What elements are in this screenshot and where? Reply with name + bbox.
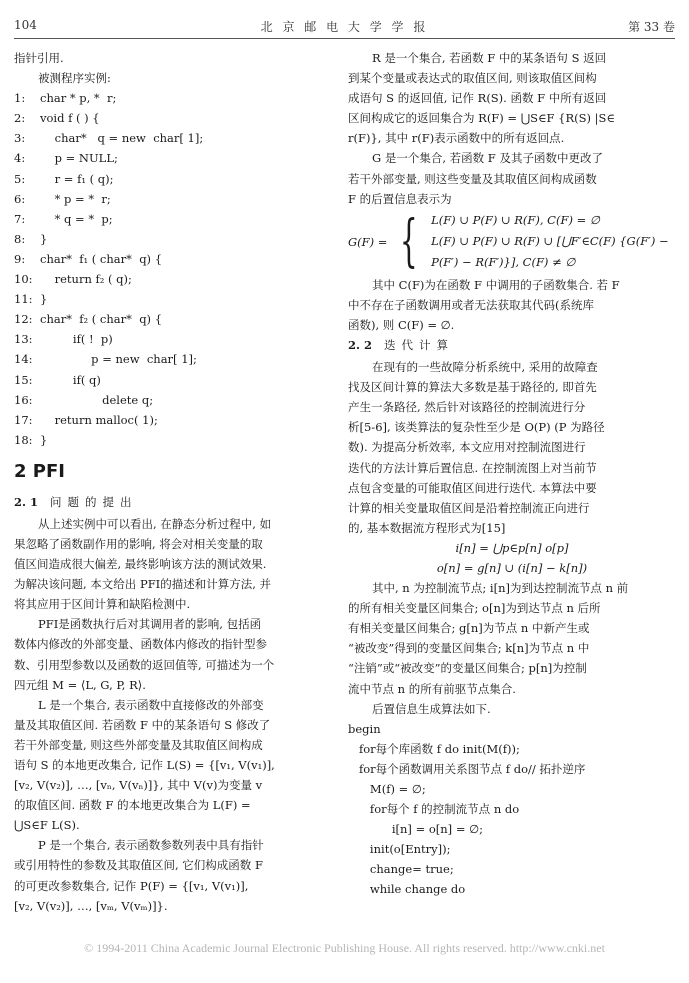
- dataflow-equation-in: i[n] = ⋃p∈p[n] o[p]: [455, 540, 569, 555]
- code-line: [14, 169, 332, 189]
- code-text: if( ! p): [40, 332, 113, 347]
- text-line: 点包含变量的可能取值区间进行迭代. 本算法中要: [348, 480, 597, 495]
- code-text: char* f₁ ( char* q) {: [40, 251, 163, 266]
- code-text: char * p, * r;: [40, 91, 117, 106]
- code-text: return malloc( 1);: [40, 412, 158, 427]
- code-line: [14, 410, 332, 430]
- algorithm-line: while change do: [348, 882, 466, 897]
- text-line: 从上述实例中可以看出, 在静态分析过程中, 如: [38, 516, 272, 531]
- algorithm-line: for每个函数调用关系图节点 f do// 拓扑逆序: [348, 761, 586, 776]
- text-line: 其中 C(F)为在函数 F 中调用的子函数集合. 若 F: [372, 277, 620, 292]
- equation-lhs: G(F) =: [348, 234, 388, 249]
- intro-line: 指针引用.: [14, 51, 64, 65]
- code-text: }: [40, 231, 48, 246]
- text-line: 的所有相关变量区间集合; o[n]为到达节点 n 后所: [348, 601, 601, 616]
- section-heading: 2 PFI: [14, 460, 65, 482]
- code-text: * p = * r;: [40, 191, 111, 206]
- text-line: 为解决该问题, 本文给出 PFI的描述和计算方法, 并: [14, 577, 272, 592]
- line-number: 13:: [14, 332, 33, 347]
- code-text: void f ( ) {: [40, 111, 100, 126]
- left-brace: {: [400, 208, 419, 274]
- equation-case: P(F′) − R(F′)}], C(F) ≠ ∅: [431, 255, 576, 270]
- paragraph: [348, 48, 676, 148]
- copyright-footer: © 1994-2011 China Academic Journal Electronic Publishing House. All rights reserved. http://www.cnki.net: [84, 941, 605, 955]
- code-line: [14, 430, 332, 450]
- code-line: [14, 209, 332, 229]
- example-label: 被测程序实例:: [38, 71, 111, 86]
- code-line: [14, 349, 332, 369]
- line-number: 8:: [14, 231, 26, 246]
- text-line: 的取值区间. 函数 F 的本地更改集合为 L(F) =: [14, 798, 251, 813]
- text-line: 其中, n 为控制流节点; i[n]为到达控制流节点 n 前: [372, 581, 629, 596]
- text-line: P 是一个集合, 表示函数参数列表中具有指针: [38, 838, 264, 853]
- header-rule: [14, 38, 675, 39]
- piecewise-equation: [348, 209, 676, 275]
- line-number: 5:: [14, 171, 26, 186]
- code-line: [14, 88, 332, 108]
- line-number: 6:: [14, 191, 26, 206]
- paragraph: [348, 275, 676, 335]
- line-number: 11:: [14, 292, 33, 307]
- algorithm-line: M(f) = ∅;: [348, 782, 426, 796]
- dataflow-equation-out: o[n] = g[n] ∪ (i[n] − k[n]): [436, 560, 588, 575]
- code-text: delete q;: [40, 392, 154, 407]
- code-line: [14, 390, 332, 410]
- code-listing: [14, 88, 332, 450]
- line-number: 7:: [14, 211, 26, 226]
- text-line: 值区间造成很大偏差, 最终影响该方法的测试效果.: [14, 557, 267, 572]
- page-number: 104: [14, 18, 37, 32]
- equation-case: L(F) ∪ P(F) ∪ R(F) ∪ [⋃F′∈C(F) {G(F′) −: [431, 234, 669, 249]
- text-line: 果忽略了函数副作用的影响, 将会对相关变量的取: [14, 536, 263, 551]
- text-line: G 是一个集合, 若函数 F 及其子函数中更改了: [372, 151, 603, 166]
- code-text: char* f₂ ( char* q) {: [40, 312, 163, 327]
- text-line: 成语句 S 的返回值, 记作 R(S). 函数 F 中所有返回: [348, 91, 607, 106]
- line-number: 15:: [14, 372, 33, 387]
- line-number: 2:: [14, 111, 26, 126]
- text-line: PFI是函数执行后对其调用者的影响, 包括函: [38, 617, 262, 632]
- line-number: 12:: [14, 312, 33, 327]
- equation-case: L(F) ∪ P(F) ∪ R(F), C(F) = ∅: [431, 213, 600, 228]
- journal-title: 北 京 邮 电 大 学 学 报: [260, 20, 429, 34]
- line-number: 9:: [14, 251, 26, 266]
- code-line: [14, 229, 332, 249]
- line-number: 18:: [14, 432, 33, 447]
- algorithm-line: begin: [348, 721, 381, 736]
- paragraph: [14, 614, 332, 694]
- code-text: char* q = new char[ 1];: [40, 131, 204, 146]
- text-line: 或引用特性的参数及其取值区间, 它们构成函数 F: [14, 858, 263, 873]
- text-line: 的, 基本数据流方程形式为[15]: [348, 520, 506, 535]
- text-line: 析[5-6], 该类算法的复杂性至少是 O(P) (P 为路径: [348, 420, 605, 435]
- volume-label: 第 33 卷: [628, 20, 675, 34]
- algorithm-intro: 后置信息生成算法如下.: [372, 701, 491, 716]
- text-line: “被改变”得到的变量区间集合; k[n]为节点 n 中: [348, 641, 590, 656]
- algorithm-line: i[n] = o[n] = ∅;: [348, 822, 484, 837]
- text-line: 产生一条路径, 然后针对该路径的控制流进行分: [348, 400, 586, 415]
- code-text: p = new char[ 1];: [40, 352, 197, 367]
- code-text: * q = * p;: [40, 211, 113, 226]
- line-number: 17:: [14, 412, 33, 427]
- text-line: 到某个变量或表达式的取值区间, 则该取值区间构: [348, 71, 597, 86]
- text-line: 若干外部变量, 则这些变量及其取值区间构成函数: [348, 171, 597, 186]
- text-line: 有相关变量区间集合; g[n]为节点 n 中新产生或: [348, 621, 590, 636]
- text-line: R 是一个集合, 若函数 F 中的某条语句 S 返回: [372, 51, 607, 65]
- code-line: [14, 249, 332, 269]
- text-line: 计算的相关变量取值区间是沿着控制流正向进行: [348, 500, 590, 515]
- code-text: }: [40, 432, 48, 447]
- subsection-2-1-heading: [14, 492, 332, 514]
- code-text: return f₂ ( q);: [40, 272, 132, 287]
- equation-cases: [431, 210, 669, 273]
- subsection-title: 迭代计算: [384, 338, 455, 353]
- text-line: 将其应用于区间计算和缺陷检测中.: [14, 597, 191, 612]
- line-number: 3:: [14, 131, 26, 146]
- code-line: [14, 309, 332, 329]
- text-line: ⋃S∈F L(S).: [14, 818, 80, 833]
- text-line: 数、引用型参数以及函数的返回值等, 可描述为一个: [14, 657, 275, 672]
- algorithm-line: init(o[Entry]);: [348, 842, 451, 857]
- text-line: 流中节点 n 的所有前驱节点集合.: [348, 681, 516, 696]
- code-line: [14, 148, 332, 168]
- text-line: 中不存在子函数调用或者无法获取其代码(系统库: [348, 297, 594, 312]
- text-line: 函数), 则 C(F) = ∅.: [348, 317, 455, 332]
- subsection-number: 2. 2: [348, 338, 373, 353]
- line-number: 1:: [14, 91, 26, 106]
- text-line: 在现有的一些故障分析系统中, 采用的故障查: [372, 360, 598, 375]
- paragraph: [14, 695, 332, 836]
- text-line: 语句 S 的本地更改集合, 记作 L(S) = {[v₁, V(v₁)],: [14, 758, 275, 772]
- text-line: 若干外部变量, 则这些外部变量及其取值区间构成: [14, 737, 263, 752]
- paragraph: [14, 835, 332, 915]
- subsection-2-2-heading: [348, 335, 676, 357]
- text-line: “注销”或“被改变”的变量区间集合; p[n]为控制: [348, 661, 587, 676]
- text-line: [v₂, V(v₂)], …, [vₘ, V(vₘ)]}.: [14, 898, 168, 913]
- text-line: 区间构成它的返回集合为 R(F) = ⋃S∈F {R(S) |S∈: [348, 111, 615, 126]
- paragraph: [348, 578, 676, 699]
- left-column: [14, 48, 332, 916]
- subsection-number: 2. 1: [14, 494, 39, 509]
- paragraph: [14, 514, 332, 614]
- code-text: }: [40, 292, 48, 307]
- text-line: 找及区间计算的算法大多数是基于路径的, 即首先: [348, 380, 597, 395]
- line-number: 14:: [14, 352, 33, 367]
- text-line: 数). 为提高分析效率, 本文应用对控制流图进行: [348, 440, 586, 455]
- paragraph: [348, 148, 676, 208]
- text-line: L 是一个集合, 表示函数中直接修改的外部变: [38, 697, 264, 712]
- algorithm-listing: [348, 719, 676, 900]
- right-column: [348, 48, 676, 900]
- code-line: [14, 189, 332, 209]
- line-number: 10:: [14, 272, 33, 287]
- code-line: [14, 108, 332, 128]
- algorithm-line: change= true;: [348, 862, 454, 877]
- code-line: [14, 289, 332, 309]
- line-number: 4:: [14, 151, 26, 166]
- text-line: 四元组 M = ⟨L, G, P, R⟩.: [14, 677, 146, 692]
- paragraph: [348, 357, 676, 538]
- code-line: [14, 269, 332, 289]
- code-text: r = f₁ ( q);: [40, 171, 114, 186]
- code-text: if( q): [40, 372, 101, 387]
- text-line: 迭代的方法计算后置信息. 在控制流图上对当前节: [348, 460, 597, 475]
- algorithm-line: for每个库函数 f do init(M(f));: [348, 741, 520, 756]
- text-line: 量及其取值区间. 若函数 F 中的某条语句 S 修改了: [14, 717, 271, 732]
- subsection-title: 问题的提出: [50, 494, 138, 509]
- code-line: [14, 128, 332, 148]
- line-number: 16:: [14, 392, 33, 407]
- text-line: 的可更改参数集合, 记作 P(F) = {[v₁, V(v₁)],: [14, 878, 249, 893]
- code-line: [14, 370, 332, 390]
- code-line: [14, 329, 332, 349]
- text-line: 数体内修改的外部变量、函数体内修改的指针型参: [14, 637, 267, 652]
- code-text: p = NULL;: [40, 151, 118, 166]
- text-line: [v₂, V(v₂)], …, [vₙ, V(vₙ)]}, 其中 V(v)为变量 v: [14, 778, 263, 793]
- running-header: [14, 18, 675, 38]
- text-line: r(F)}, 其中 r(F)表示函数中的所有返回点.: [348, 131, 565, 146]
- text-line: F 的后置信息表示为: [348, 191, 452, 206]
- algorithm-line: for每个 f 的控制流节点 n do: [348, 802, 520, 817]
